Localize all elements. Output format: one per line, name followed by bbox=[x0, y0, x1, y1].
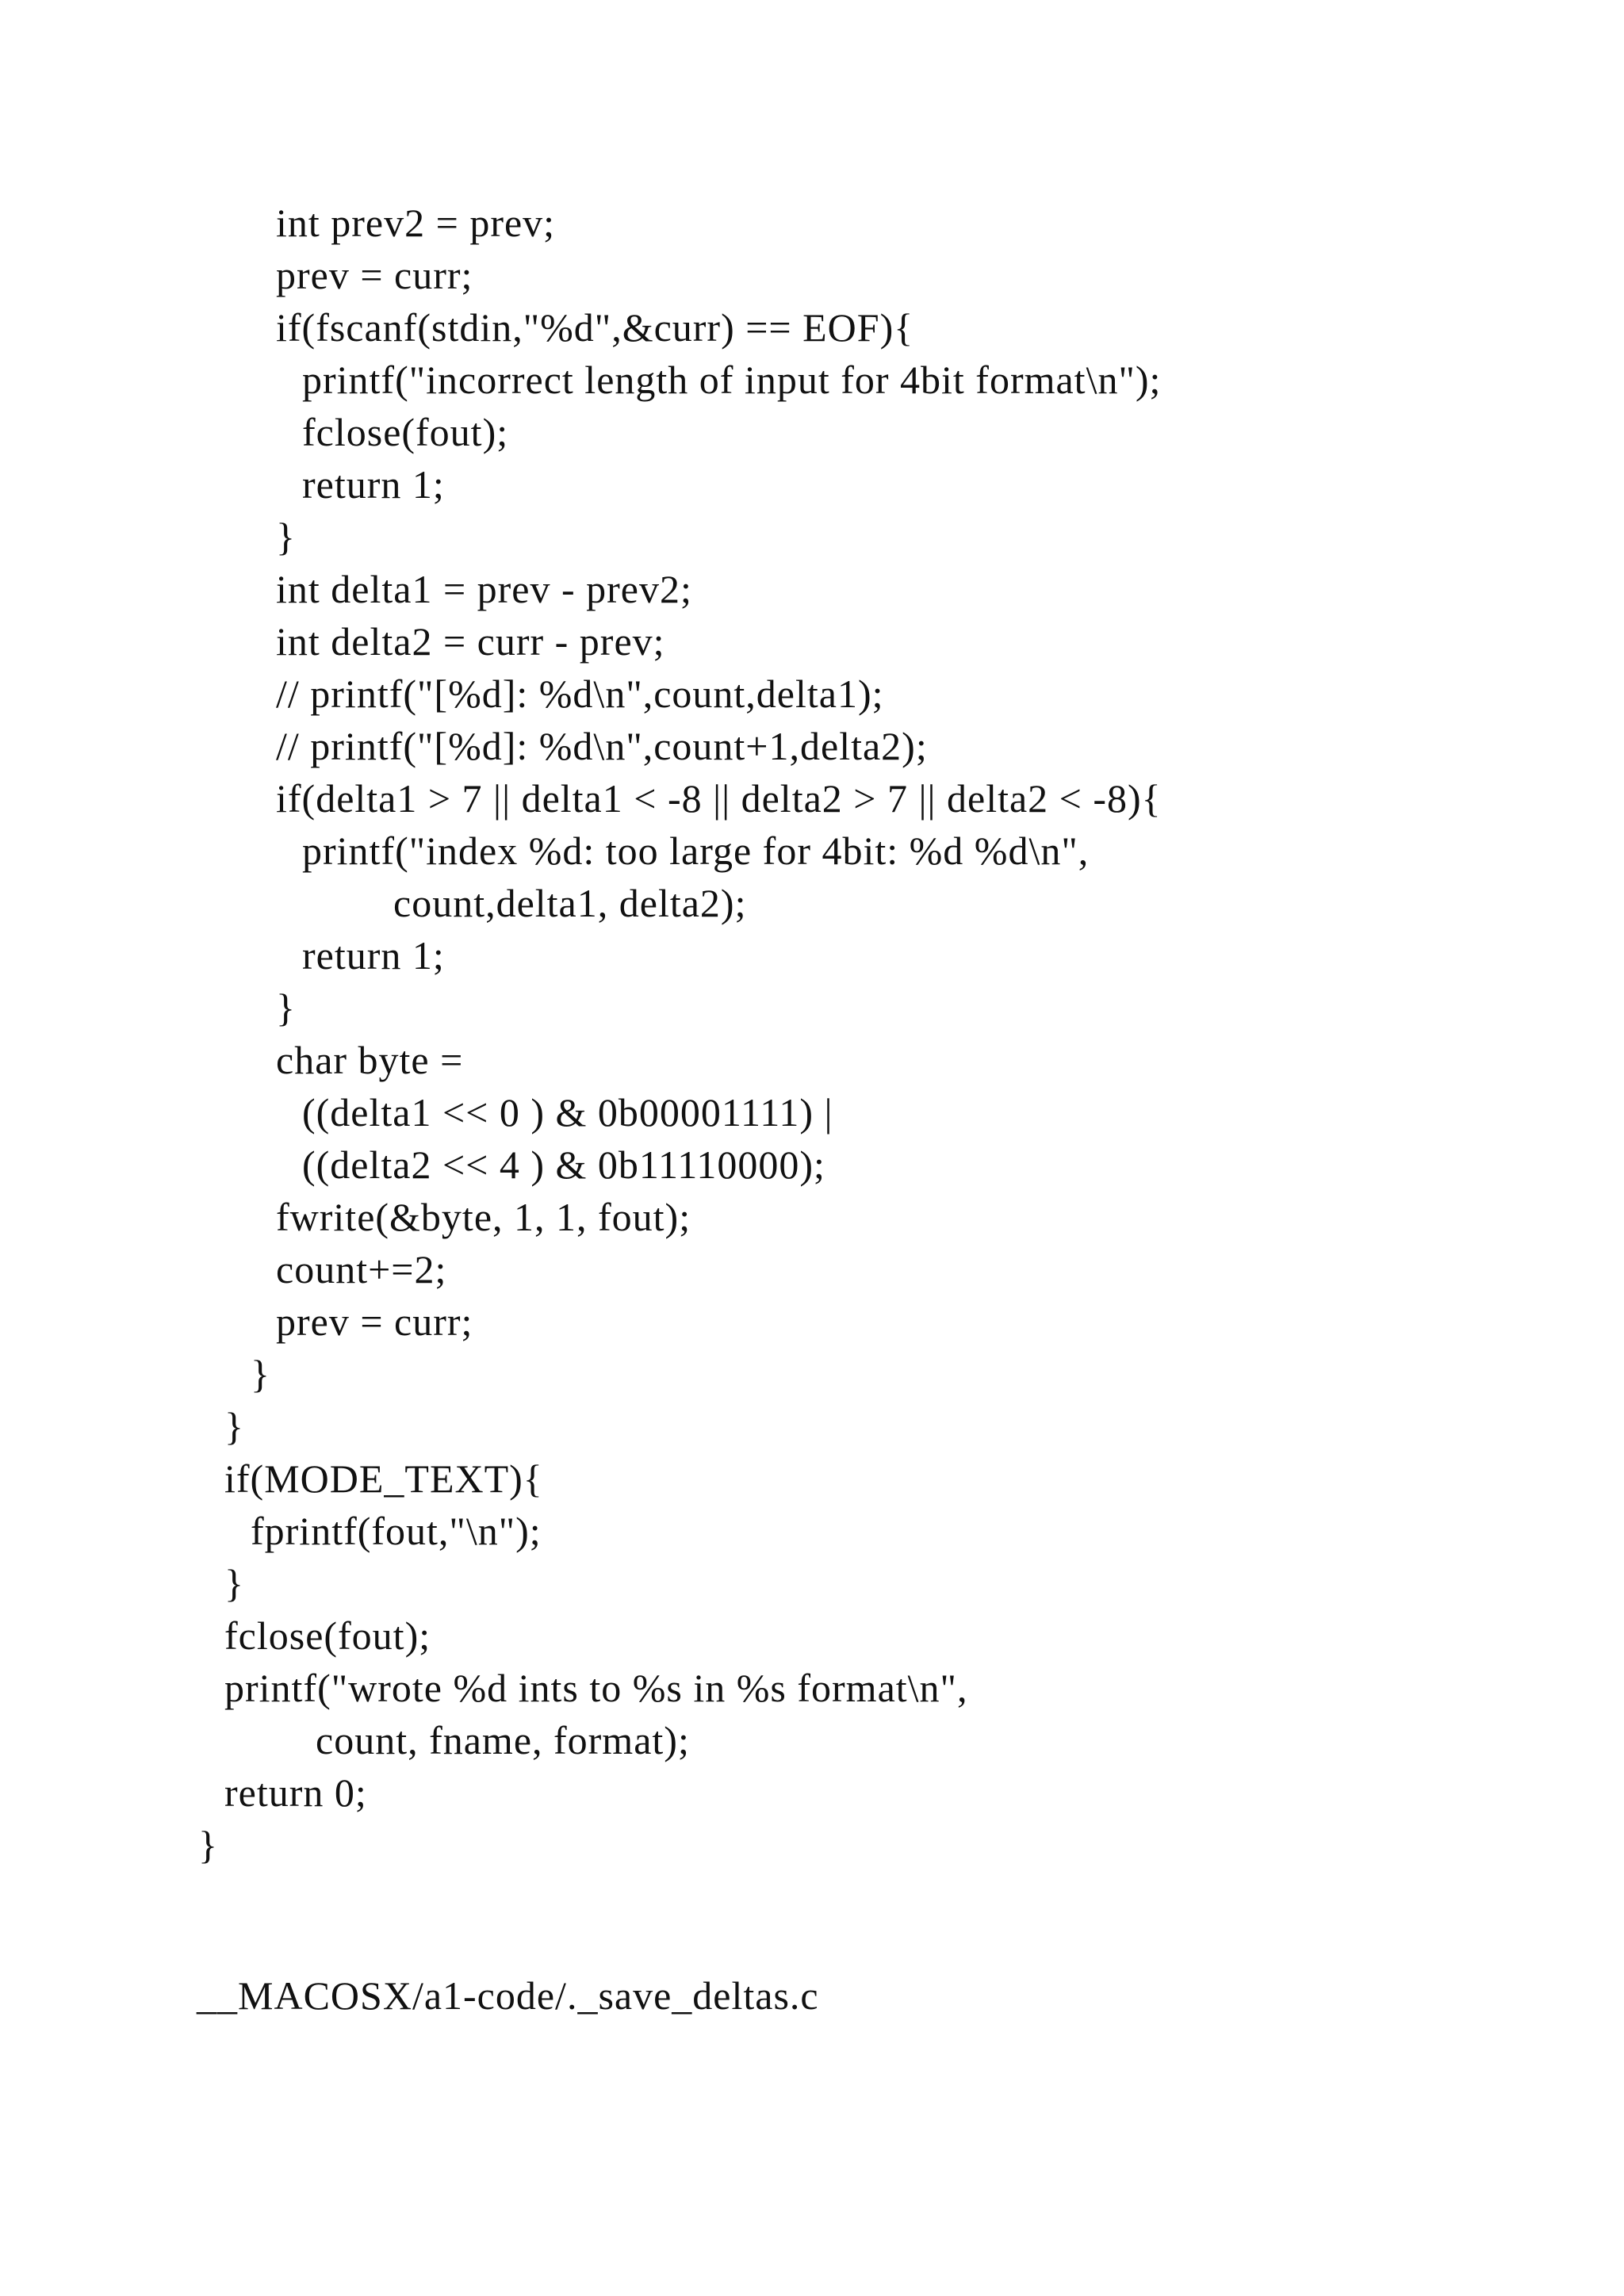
file-path: __MACOSX/a1-code/._save_deltas.c bbox=[197, 1973, 819, 2018]
code-line: return 1; bbox=[302, 462, 445, 507]
code-line: if(delta1 > 7 || delta1 < -8 || delta2 > 7 || delta2 < -8){ bbox=[276, 776, 1162, 821]
code-line: } bbox=[224, 1561, 244, 1605]
code-line: fclose(fout); bbox=[302, 410, 509, 454]
code-line: fwrite(&byte, 1, 1, fout); bbox=[276, 1195, 691, 1239]
code-line: printf("wrote %d ints to %s in %s format\n", bbox=[224, 1666, 968, 1710]
code-line: int delta2 = curr - prev; bbox=[276, 619, 665, 664]
code-line: printf("index %d: too large for 4bit: %d %d\n", bbox=[302, 828, 1090, 873]
code-line: count+=2; bbox=[276, 1247, 447, 1292]
code-line: prev = curr; bbox=[276, 253, 473, 297]
code-line: } bbox=[198, 1823, 218, 1867]
code-line: printf("incorrect length of input for 4bit format\n"); bbox=[302, 358, 1162, 402]
code-line: } bbox=[251, 1352, 270, 1396]
code-line: } bbox=[276, 985, 296, 1030]
code-line: if(fscanf(stdin,"%d",&curr) == EOF){ bbox=[276, 305, 914, 350]
code-line: int delta1 = prev - prev2; bbox=[276, 567, 692, 611]
code-line: char byte = bbox=[276, 1038, 464, 1082]
code-line: count,delta1, delta2); bbox=[393, 881, 747, 925]
code-line: } bbox=[224, 1404, 244, 1448]
code-line: fprintf(fout,"\n"); bbox=[251, 1509, 542, 1553]
code-line: prev = curr; bbox=[276, 1299, 473, 1344]
code-line: } bbox=[276, 515, 296, 559]
code-line: ((delta1 << 0 ) & 0b00001111) | bbox=[302, 1090, 833, 1135]
code-line: if(MODE_TEXT){ bbox=[224, 1456, 543, 1501]
code-line: return 1; bbox=[302, 933, 445, 978]
code-line: return 0; bbox=[224, 1770, 367, 1815]
code-line: // printf("[%d]: %d\n",count,delta1); bbox=[276, 672, 884, 716]
code-line: count, fname, format); bbox=[316, 1718, 690, 1762]
code-line: // printf("[%d]: %d\n",count+1,delta2); bbox=[276, 724, 928, 768]
code-line: ((delta2 << 4 ) & 0b11110000); bbox=[302, 1142, 825, 1187]
code-line: int prev2 = prev; bbox=[276, 201, 556, 245]
code-line: fclose(fout); bbox=[224, 1613, 431, 1658]
